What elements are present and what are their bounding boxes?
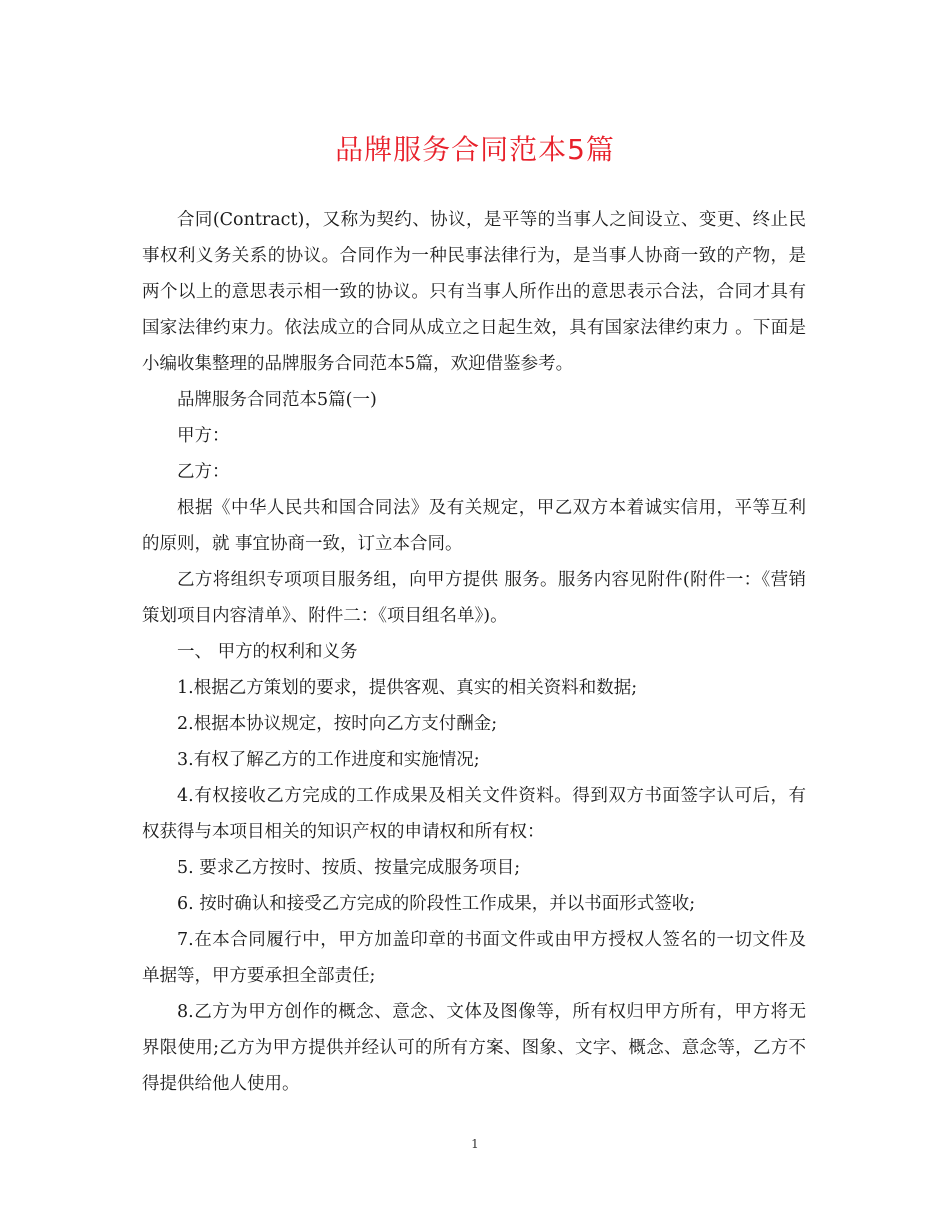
paragraph-item-1: 1.根据乙方策划的要求，提供客观、真实的相关资料和数据; — [177, 678, 638, 698]
paragraph-basis: 根据《中华人民共和国合同法》及有关规定，甲乙双方本着诚实信用，平等互利的原则，就 事宜协商一致，订立本合同。 — [142, 498, 806, 554]
paragraph-intro: 合同(Contract)，又称为契约、协议，是平等的当事人之间设立、变更、终止民事权利义务关系的协议。合同作为一种民事法律行为，是当事人协商一致的产物，是两个以上的意思表示相一致的协议。只有当事人所作出的意思表示合法，合同才具有国家法律约束力。依法成立的合同从成立之日起生效，具有国家法律约束力 。下面是小编收集整理的品牌服务合同范本5篇，欢迎借鉴参考。 — [142, 210, 806, 374]
paragraph-item-8: 8.乙方为甲方创作的概念、意念、文体及图像等，所有权归甲方所有，甲方将无界限使用;乙方为甲方提供并经认可的所有方案、图象、文字、概念、意念等，乙方不得提供给他人使用。 — [142, 1002, 806, 1094]
paragraph-item-7: 7.在本合同履行中，甲方加盖印章的书面文件或由甲方授权人签名的一切文件及单据等，甲方要承担全部责任; — [142, 930, 806, 986]
page-number: 1 — [471, 1137, 479, 1151]
paragraph-party-a: 甲方： — [177, 426, 230, 446]
document-title: 品牌服务合同范本5篇 — [335, 133, 615, 166]
paragraph-item-6: 6. 按时确认和接受乙方完成的阶段性工作成果，并以书面形式签收; — [177, 894, 696, 914]
paragraph-item-4: 4.有权接收乙方完成的工作成果及相关文件资料。得到双方书面签字认可后，有权获得与本项目相关的知识产权的申请权和所有权： — [142, 786, 806, 842]
paragraph-section-heading: 品牌服务合同范本5篇(一) — [177, 390, 377, 410]
paragraph-service: 乙方将组织专项项目服务组，向甲方提供 服务。服务内容见附件(附件一：《营销策划项目内容清单》、附件二：《项目组名单》)。 — [142, 570, 806, 626]
paragraph-party-b: 乙方： — [177, 462, 230, 482]
paragraph-clause-heading: 一、 甲方的权利和义务 — [177, 642, 358, 662]
paragraph-item-5: 5. 要求乙方按时、按质、按量完成服务项目; — [177, 858, 521, 878]
document-body — [142, 202, 806, 1102]
paragraph-item-3: 3.有权了解乙方的工作进度和实施情况; — [177, 750, 480, 770]
paragraph-item-2: 2.根据本协议规定，按时向乙方支付酬金; — [177, 714, 498, 734]
